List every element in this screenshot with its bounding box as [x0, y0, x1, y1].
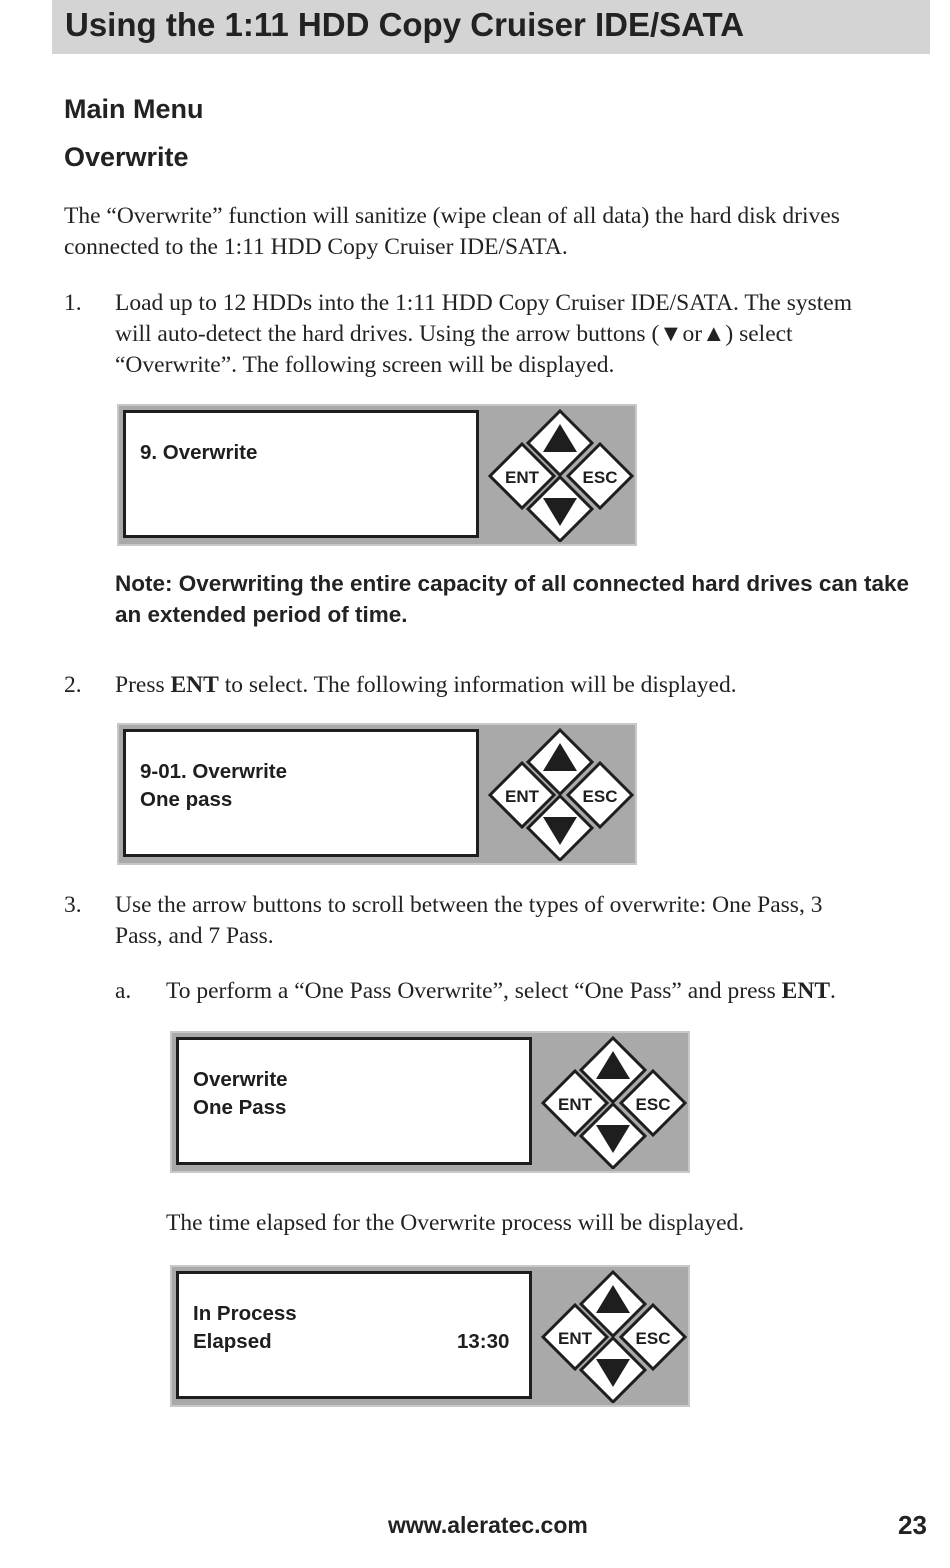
lcd-panel-3 [170, 1031, 690, 1173]
down-arrow-icon: ▼ [659, 321, 683, 347]
lcd-screen [176, 1037, 532, 1165]
page-number: 23 [898, 1510, 927, 1540]
step-3-text [115, 890, 930, 952]
ent-label: ENT [505, 787, 539, 806]
elapsed-time-value: 13:30 [457, 1330, 510, 1353]
lcd-line-2: Elapsed [193, 1330, 272, 1353]
up-arrow-icon: ▲ [702, 321, 726, 347]
lcd-panel-1 [117, 404, 637, 546]
lcd-line-1: Overwrite [193, 1068, 288, 1091]
esc-label: ESC [582, 468, 618, 487]
lcd-screen [123, 410, 479, 538]
lcd-screen [176, 1271, 532, 1399]
step-2-text: Press ENT to select. The following information will be displayed. [115, 672, 737, 698]
lcd-screen [123, 729, 479, 857]
ent-label: ENT [558, 1095, 592, 1114]
lcd-line-1: 9-01. Overwrite [140, 760, 287, 783]
ent-label: ENT [505, 468, 539, 487]
ent-keyword: ENT [170, 672, 219, 698]
keypad [485, 727, 635, 861]
step-1-line-3: “Overwrite”. The following screen will be displayed. [115, 352, 615, 378]
step-2-number: 2. [64, 672, 82, 698]
lcd-line-2: One pass [140, 788, 233, 811]
section-title: Main Menu [64, 94, 204, 124]
lcd-line-2: One Pass [193, 1096, 287, 1119]
intro-line-1: The “Overwrite” function will sanitize (wipe clean of all data) the hard disk drives [64, 203, 840, 229]
footer-url[interactable]: www.aleratec.com [388, 1512, 588, 1538]
substep-a-label: a. [115, 978, 132, 1004]
step-3-line-1: Use the arrow buttons to scroll between the types of overwrite: One Pass, 3 [115, 892, 823, 918]
esc-label: ESC [582, 787, 618, 806]
lcd-line-1: 9. Overwrite [140, 441, 258, 464]
ent-keyword: ENT [781, 978, 830, 1004]
esc-label: ESC [635, 1329, 671, 1348]
note-label: Note: [115, 571, 173, 596]
keypad [538, 1035, 688, 1169]
intro-line-2: connected to the 1:11 HDD Copy Cruiser IDE/SATA. [64, 234, 568, 260]
header-bar [52, 0, 930, 54]
step-3-line-2: Pass, and 7 Pass. [115, 923, 274, 949]
elapsed-description: The time elapsed for the Overwrite process will be displayed. [166, 1210, 745, 1236]
keypad [485, 408, 635, 542]
intro-paragraph [64, 201, 924, 263]
ent-label: ENT [558, 1329, 592, 1348]
step-1-line-2: will auto-detect the hard drives. Using the arrow buttons (▼or▲) select [115, 321, 793, 347]
page-title: Using the 1:11 HDD Copy Cruiser IDE/SATA [65, 6, 745, 43]
step-1-number: 1. [64, 290, 82, 316]
esc-label: ESC [635, 1095, 671, 1114]
step-3-number: 3. [64, 892, 82, 918]
lcd-line-1: In Process [193, 1302, 297, 1325]
note-text: Note: Overwriting the entire capacity of all connected hard drives can take an extended period of time. [115, 571, 909, 627]
lcd-panel-4 [170, 1265, 690, 1407]
keypad [538, 1269, 688, 1403]
step-1-line-1: Load up to 12 HDDs into the 1:11 HDD Copy Cruiser IDE/SATA. The system [115, 290, 853, 316]
section-subtitle: Overwrite [64, 142, 189, 172]
step-1-text [115, 288, 930, 381]
lcd-panel-2 [117, 723, 637, 865]
substep-a-text: To perform a “One Pass Overwrite”, select “One Pass” and press ENT. [166, 978, 836, 1004]
